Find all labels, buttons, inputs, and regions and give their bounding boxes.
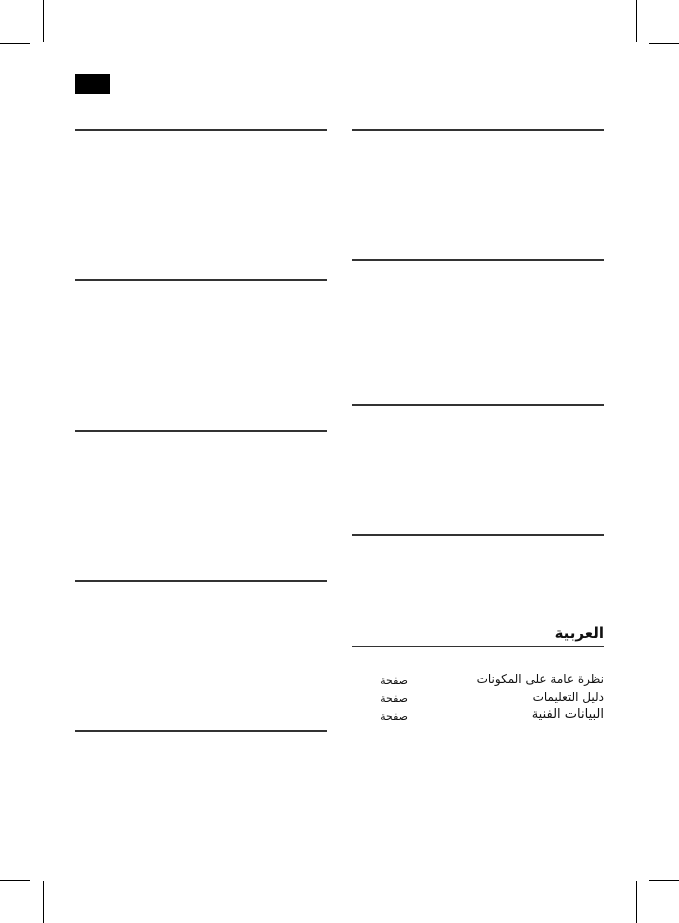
- crop-mark-bottom-left-horizontal: [0, 880, 30, 881]
- crop-mark-top-right-vertical: [636, 0, 637, 42]
- crop-mark-top-left-horizontal: [0, 43, 30, 44]
- toc-item-instruction-manual[interactable]: [352, 688, 604, 706]
- toc-item-label: البيانات الفنية: [531, 707, 604, 722]
- left-column-rule-4: [75, 580, 327, 582]
- crop-mark-bottom-left-vertical: [43, 881, 44, 923]
- toc-item-label: دليل التعليمات: [532, 690, 604, 704]
- section-title-rule: [352, 646, 604, 647]
- left-column-rule-5: [75, 730, 327, 732]
- crop-mark-bottom-right-horizontal: [649, 880, 679, 881]
- toc-item-page: صفحة: [380, 692, 408, 705]
- toc-item-label: نظرة عامة على المكونات: [476, 672, 604, 686]
- crop-mark-top-left-vertical: [43, 0, 44, 42]
- toc-item-page: صفحة: [380, 710, 408, 723]
- table-of-contents: [352, 0, 604, 923]
- left-column-rule-1: [75, 129, 327, 131]
- left-column-rule-2: [75, 279, 327, 281]
- language-tab-marker: [75, 74, 110, 94]
- crop-mark-bottom-right-vertical: [636, 881, 637, 923]
- crop-mark-top-right-horizontal: [649, 43, 679, 44]
- toc-item-technical-data[interactable]: [352, 706, 604, 724]
- section-title: العربية: [554, 624, 604, 642]
- toc-item-page: صفحة: [380, 674, 408, 687]
- toc-item-components-overview[interactable]: [352, 670, 604, 688]
- left-column-rule-3: [75, 430, 327, 432]
